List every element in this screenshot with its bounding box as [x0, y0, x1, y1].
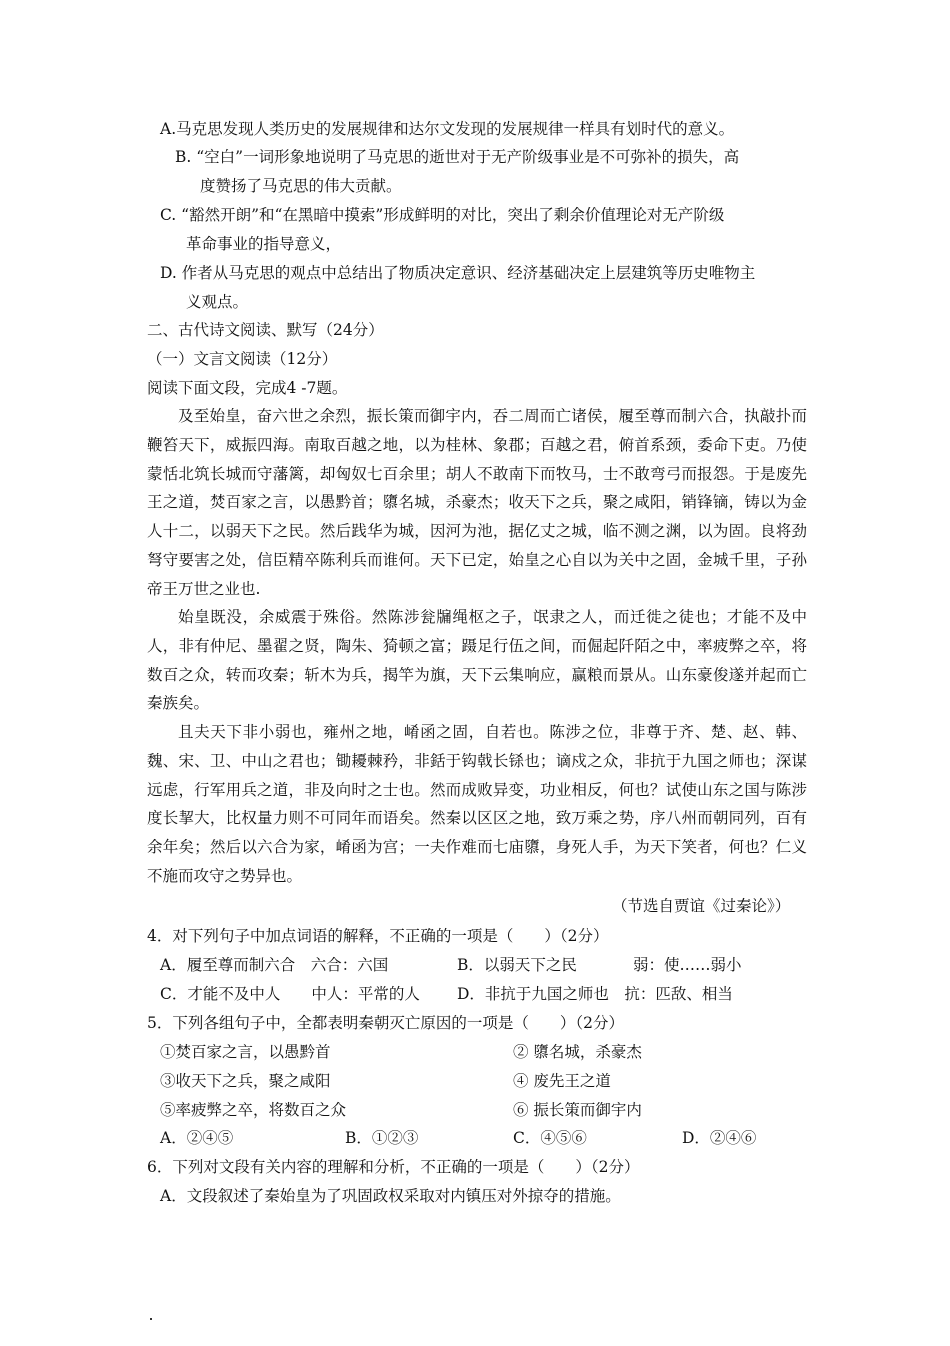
- q5-item-1: ①焚百家之言，以愚黔首: [160, 1043, 331, 1061]
- page-footer-dot: [150, 1318, 152, 1320]
- option-d-prev-cont: 义观点。: [186, 293, 249, 311]
- q5-stem: 5．下列各组句子中，全都表明秦朝灭亡原因的一项是（ ）（2分）: [147, 1014, 624, 1032]
- q5-option-a[interactable]: A．②④⑤: [160, 1129, 234, 1147]
- q4-option-b-gloss: 弱：使……弱小: [633, 956, 742, 974]
- q6-option-a[interactable]: A．文段叙述了秦始皇为了巩固政权采取对内镇压对外掠夺的措施。: [160, 1187, 621, 1205]
- q4-option-c[interactable]: C．才能不及中人 中人：平常的人: [160, 985, 420, 1003]
- q5-item-4: ④ 废先王之道: [513, 1072, 611, 1090]
- option-d-prev: D. 作者从马克思的观点中总结出了物质决定意识、经济基础决定上层建筑等历史唯物主: [160, 264, 756, 282]
- q5-item-3: ③收天下之兵，聚之咸阳: [160, 1072, 331, 1090]
- option-a-prev: A.马克思发现人类历史的发展规律和达尔文发现的发展规律一样具有划时代的意义。: [160, 120, 735, 138]
- q5-options-row: [160, 1128, 800, 1148]
- q4-option-b[interactable]: B．以弱天下之民: [457, 956, 577, 974]
- passage-paragraph-1: 及至始皇，奋六世之余烈，振长策而御宇内，吞二周而亡诸侯，履至尊而制六合，执敲扑而鞭笞天下，威振四海。南取百越之地，以为桂林、象郡；百越之君，俯首系颈，委命下吏。乃使蒙恬北筑长城而守藩篱，却匈奴七百余里；胡人不敢南下而牧马，士不敢弯弓而报怨。于是废先王之道，焚百家之言，以愚黔首；隳名城，杀豪杰；收天下之兵，聚之咸阳，销锋镝，铸以为金人十二，以弱天下之民。然后践华为城，因河为池，据亿丈之城，临不测之渊，以为固。良将劲弩守要害之处，信臣精卒陈利兵而谁何。天下已定，始皇之心自以为关中之固，金城千里，子孙帝王万世之业也.: [147, 407, 807, 598]
- q4-option-a[interactable]: A．履至尊而制六合 六合：六国: [160, 956, 389, 974]
- subsection-title: （一）文言文阅读（12分）: [147, 350, 338, 368]
- q5-option-b[interactable]: B．①②③: [345, 1129, 419, 1147]
- q4-stem: 4．对下列句子中加点词语的解释，不正确的一项是（ ）（2分）: [147, 927, 609, 945]
- q5-items-row-2: [160, 1071, 800, 1091]
- q5-item-2: ② 隳名城，杀豪杰: [513, 1043, 642, 1061]
- option-b-prev-cont: 度赞扬了马克思的伟大贡献。: [200, 177, 402, 195]
- q4-options-row-1: [160, 955, 800, 975]
- q5-item-6: ⑥ 振长策而御宇内: [513, 1101, 642, 1119]
- q5-items-row-3: [160, 1100, 800, 1120]
- section-title: 二、古代诗文阅读、默写（24分）: [147, 321, 384, 339]
- option-c-prev: C. “豁然开朗”和“在黑暗中摸索”形成鲜明的对比，突出了剩余价值理论对无产阶级: [160, 206, 725, 224]
- reading-instruction: 阅读下面文段，完成4 -7题。: [147, 379, 348, 397]
- passage-source: （节选自贾谊《过秦论》）: [612, 897, 791, 915]
- q4-options-row-2: [160, 984, 800, 1004]
- q5-option-c[interactable]: C．④⑤⑥: [513, 1129, 587, 1147]
- q5-item-5: ⑤率疲弊之卒，将数百之众: [160, 1101, 347, 1119]
- option-b-prev: B. “空白”一词形象地说明了马克思的逝世对于无产阶级事业是不可弥补的损失，高: [175, 148, 740, 166]
- q5-items-row-1: [160, 1042, 800, 1062]
- option-c-prev-cont: 革命事业的指导意义，: [186, 235, 342, 253]
- passage-paragraph-3: 且夫天下非小弱也，雍州之地，崤函之固，自若也。陈涉之位，非尊于齐、楚、赵、韩、魏、宋、卫、中山之君也；锄耰棘矜，非銛于钩戟长铩也；谪戍之众，非抗于九国之师也；深谋远虑，行军用兵之道，非及向时之士也。然而成败异变，功业相反，何也？试使山东之国与陈涉度长挈大，比权量力则不可同年而语矣。然秦以区区之地，致万乘之势，序八州而朝同列，百有余年矣；然后以六合为家，崤函为宫；一夫作难而七庙隳，身死人手，为天下笑者，何也？仁义不施而攻守之势异也。: [147, 723, 807, 885]
- q6-stem: 6．下列对文段有关内容的理解和分析，不正确的一项是（ ）（2分）: [147, 1158, 640, 1176]
- q5-option-d[interactable]: D．②④⑥: [682, 1129, 757, 1147]
- q4-option-d[interactable]: D．非抗于九国之师也 抗：匹敌、相当: [457, 985, 733, 1003]
- passage-paragraph-2: 始皇既没，余威震于殊俗。然陈涉瓮牖绳枢之子，氓隶之人，而迁徙之徒也；才能不及中人，非有仲尼、墨翟之贤，陶朱、猗顿之富；蹑足行伍之间，而倔起阡陌之中，率疲弊之卒，将数百之众，转而攻秦；斩木为兵，揭竿为旗，天下云集响应，赢粮而景从。山东豪俊遂并起而亡秦族矣。: [147, 608, 807, 713]
